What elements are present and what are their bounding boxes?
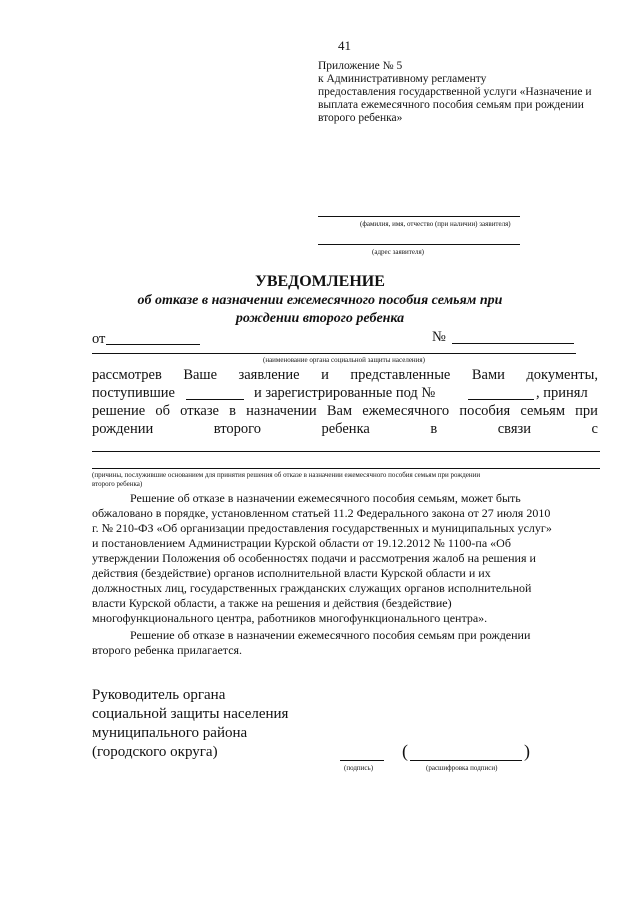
received-date-line <box>186 399 244 400</box>
word: документы, <box>526 367 598 383</box>
appendix-line: предоставления государственной услуги «Назначение и <box>318 86 592 98</box>
notice-line-4 <box>92 421 598 438</box>
signatory-line: (городского округа) <box>92 744 218 760</box>
signatory-line: социальной защиты населения <box>92 706 289 722</box>
word: ребенка <box>321 421 370 437</box>
word: решение <box>92 403 146 419</box>
word: Вам <box>326 403 353 419</box>
org-caption: (наименование органа социальной защиты населения) <box>263 356 425 364</box>
paragraph-line: утверждении Положения об особенностях подачи и рассмотрения жалоб на решения и <box>92 551 536 565</box>
document-subtitle-2: рождении второго ребенка <box>235 311 405 326</box>
word: отказе <box>180 403 219 419</box>
word: Ваше <box>183 367 218 383</box>
open-paren: ( <box>402 741 408 761</box>
appendix-line: к Административному регламенту <box>318 73 487 85</box>
applicant-name-line <box>318 216 520 217</box>
word: Вами <box>471 367 505 383</box>
registration-number-line <box>468 399 534 400</box>
close-paren: ) <box>524 741 530 761</box>
word: заявление <box>238 367 300 383</box>
paragraph-line: многофункционального центра, работников многофункционального центра». <box>92 611 488 625</box>
notice-line-2a: поступившие <box>92 385 175 401</box>
notice-line-2c: , принял <box>536 385 588 401</box>
paragraph-line: Решение об отказе в назначении ежемесячного пособия семьям, может быть <box>130 491 521 505</box>
page-number: 41 <box>338 38 351 53</box>
word: в <box>430 421 438 437</box>
notice-line-2b: и зарегистрированные под № <box>254 385 436 401</box>
document-title: УВЕДОМЛЕНИЕ <box>255 273 385 290</box>
number-label: № <box>432 329 446 345</box>
paragraph-line: должностных лиц, государственных гражданских служащих органов исполнительной <box>92 581 532 595</box>
reason-caption-1: (причины, послужившие основанием для принятия решения об отказе в назначении ежемесячного пособия семьям при рождении <box>92 471 481 479</box>
word: при <box>575 403 598 419</box>
decoding-caption: (расшифровка подписи) <box>426 764 498 772</box>
paragraph-line: власти Курской области, а также на решения и действия (бездействие) <box>92 596 452 610</box>
reason-line-2 <box>92 468 600 469</box>
word: семьям <box>520 403 566 419</box>
signatory-line: муниципального района <box>92 725 248 741</box>
applicant-address-line <box>318 244 520 245</box>
appendix-block <box>318 60 618 125</box>
appendix-line: выплата ежемесячного пособия семьям при рождении <box>318 99 584 111</box>
word: с <box>591 421 598 437</box>
word: представленные <box>350 367 451 383</box>
applicant-name-caption: (фамилия, имя, отчество (при наличии) заявителя) <box>360 220 511 228</box>
paragraph-line: г. № 210-ФЗ «Об организации предоставления государственных и муниципальных услуг» <box>92 521 552 535</box>
signatory-line: Руководитель органа <box>92 687 226 703</box>
paragraph-line: второго ребенка прилагается. <box>92 643 243 657</box>
paragraph-line: Решение об отказе в назначении ежемесячного пособия семьям при рождении <box>130 628 531 642</box>
paragraph-line: и постановлением Администрации Курской области от 19.12.2012 № 1100-па «Об <box>92 536 511 550</box>
attached-paragraph <box>92 628 598 658</box>
paragraph-line: действия (бездействие) органов исполнительной власти Курской области и их <box>92 566 491 580</box>
date-field-line <box>106 344 200 345</box>
signatory-block <box>92 686 288 762</box>
number-field-line <box>452 343 574 344</box>
word: в <box>229 403 236 419</box>
word: рождении <box>92 421 154 437</box>
document-subtitle: об отказе в назначении ежемесячного пособия семьям при <box>137 293 503 308</box>
from-label: от <box>92 331 106 347</box>
org-name-line <box>92 353 576 354</box>
appeal-paragraph <box>92 491 598 626</box>
paragraph-line: обжаловано в порядке, установленном статьей 11.2 Федерального закона от 27 июля 2010 <box>92 506 551 520</box>
reason-line-1 <box>92 451 600 452</box>
word: рассмотрев <box>92 367 162 383</box>
word: назначении <box>246 403 317 419</box>
reason-caption-2: второго ребенка) <box>92 480 143 488</box>
decoding-line <box>410 760 522 761</box>
signature-line <box>340 760 384 761</box>
appendix-line: Приложение № 5 <box>318 60 403 72</box>
word: и <box>321 367 329 383</box>
word: об <box>155 403 171 419</box>
notice-line-1 <box>92 367 598 384</box>
notice-line-3 <box>92 403 598 420</box>
word: ежемесячного <box>362 403 450 419</box>
word: связи <box>497 421 531 437</box>
appendix-line: второго ребенка» <box>318 112 403 124</box>
word: пособия <box>459 403 511 419</box>
applicant-address-caption: (адрес заявителя) <box>372 248 424 256</box>
signature-caption: (подпись) <box>344 764 374 772</box>
word: второго <box>213 421 261 437</box>
